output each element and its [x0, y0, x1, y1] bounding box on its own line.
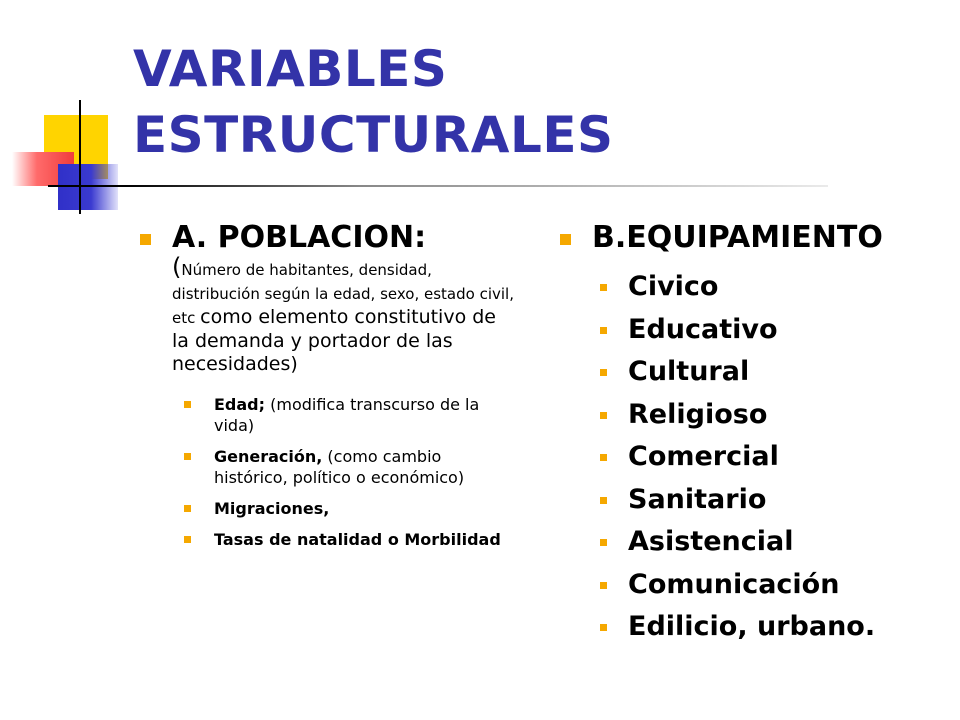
- list-item: [172, 394, 515, 436]
- list-item: [560, 564, 940, 607]
- square-bullet-icon: [600, 327, 607, 334]
- square-bullet-icon: [140, 234, 151, 245]
- item-text: (como cambio histórico, político o económico): [214, 447, 465, 487]
- list-item: [560, 521, 940, 564]
- square-bullet-icon: [184, 401, 191, 408]
- list-item: [560, 351, 940, 394]
- list-item: [560, 479, 940, 522]
- decorative-vertical-line: [79, 100, 81, 214]
- square-bullet-icon: [600, 369, 607, 376]
- title-line-1: VARIABLES: [133, 40, 448, 98]
- list-item: [560, 309, 940, 352]
- square-bullet-icon: [600, 624, 607, 631]
- item-label: Religioso: [628, 398, 768, 430]
- square-bullet-icon: [600, 539, 607, 546]
- title-underline: [48, 185, 828, 187]
- equipamiento-list: [560, 266, 940, 649]
- poblacion-sublist: [172, 394, 515, 550]
- item-label: Asistencial: [628, 526, 794, 557]
- poblacion-desc-small: Número de habitantes, densidad, distribución según la edad, sexo, estado civil, etc: [172, 261, 514, 327]
- item-bold: Generación,: [214, 447, 323, 466]
- item-label: Cultural: [628, 356, 750, 387]
- poblacion-heading: A. POBLACION:: [172, 220, 427, 255]
- poblacion-desc-large: como elemento constitutivo de la demanda y portador de las necesidades: [172, 306, 496, 375]
- item-bold: Migraciones,: [214, 499, 330, 518]
- item-label: Educativo: [628, 313, 778, 345]
- square-bullet-icon: [600, 454, 607, 461]
- list-item: [560, 606, 940, 649]
- poblacion-column: [140, 220, 515, 560]
- title-line-2: ESTRUCTURALES: [133, 106, 614, 164]
- square-bullet-icon: [600, 582, 607, 589]
- item-label: Edilicio, urbano.: [628, 611, 876, 642]
- square-bullet-icon: [600, 284, 607, 291]
- item-label: Sanitario: [628, 483, 767, 515]
- square-bullet-icon: [600, 412, 607, 419]
- item-bold: Edad;: [214, 395, 266, 414]
- equipamiento-heading: B.EQUIPAMIENTO: [592, 220, 883, 255]
- list-item: [172, 446, 515, 488]
- open-paren: (: [172, 253, 182, 281]
- square-bullet-icon: [184, 536, 191, 543]
- close-paren: ): [290, 353, 298, 375]
- square-bullet-icon: [560, 234, 571, 245]
- poblacion-item: [140, 220, 515, 550]
- square-bullet-icon: [184, 453, 191, 460]
- decorative-blue-square: [58, 164, 118, 210]
- equipamiento-column: [560, 220, 940, 649]
- equipamiento-item: [560, 220, 940, 256]
- list-item: [172, 529, 515, 550]
- slide-title: [133, 36, 614, 168]
- item-bold: Tasas de natalidad o Morbilidad: [214, 530, 501, 549]
- item-label: Comunicación: [628, 568, 840, 600]
- square-bullet-icon: [600, 497, 607, 504]
- list-item: [560, 394, 940, 437]
- item-label: Civico: [628, 271, 719, 302]
- item-text: (modifica transcurso de la vida): [214, 395, 480, 435]
- square-bullet-icon: [184, 505, 191, 512]
- poblacion-description: [172, 253, 515, 376]
- item-label: Comercial: [628, 441, 779, 472]
- list-item: [172, 498, 515, 519]
- list-item: [560, 436, 940, 479]
- list-item: [560, 266, 940, 309]
